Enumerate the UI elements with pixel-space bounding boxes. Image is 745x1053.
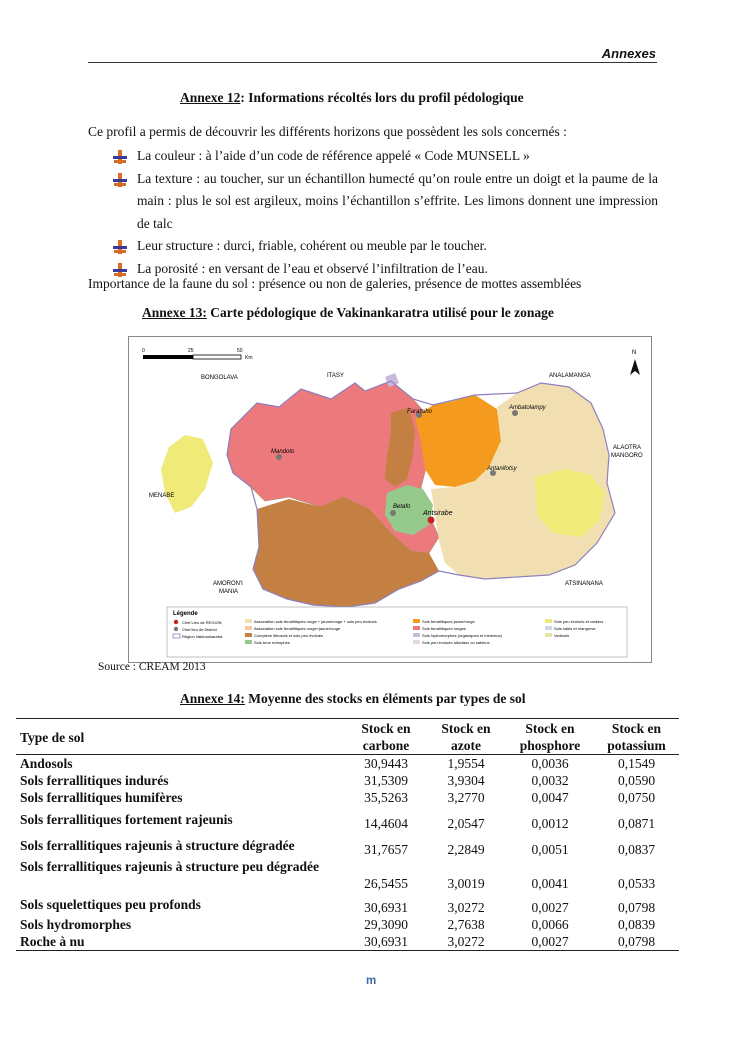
value-cell: 0,0036: [531, 756, 569, 771]
running-header: Annexes: [601, 46, 656, 61]
bullet-item-color: [113, 145, 658, 168]
scale-unit: Km: [245, 355, 253, 361]
town-antanifotsy: Antanifotsy: [487, 466, 517, 472]
value-cell: 0,0533: [617, 876, 656, 891]
legend-item: Sols hydromorphes (organiques et minéraux): [422, 633, 503, 638]
legend-swatch: [413, 633, 420, 637]
bullet-text: La porosité : en versant de l’eau et observé l’infiltration de l’eau.: [137, 260, 488, 276]
fauna-paragraph: Importance de la faune du sol : présence ou non de galeries, présence de mottes assemblées: [88, 276, 582, 291]
legend-item: Sols peu évolués alluviaux ou sableux: [422, 640, 490, 645]
legend-item: Complexe lithosols et sols peu évolués: [254, 633, 323, 638]
legend-item: Chef lieu de District: [182, 627, 217, 632]
annex12-bullet-list: [113, 145, 658, 280]
value-cell: 29,3090: [364, 917, 408, 932]
value-cell: 30,9443: [364, 756, 408, 771]
value-cell: 30,6931: [364, 934, 408, 949]
col-header-phosphorus: [506, 719, 594, 755]
bullet-cross-icon: [113, 240, 127, 254]
col-header-line: Stock en: [525, 721, 575, 736]
soil-type-cell: Sols ferrallitiques fortement rajeunis: [20, 811, 233, 827]
bullet-item-texture: [113, 168, 658, 236]
legend-swatch: [413, 619, 420, 623]
annex13-title: Carte pédologique de Vakinankaratra utilisé pour le zonage: [206, 305, 554, 320]
label-analamanga: ANALAMANGA: [549, 373, 591, 379]
soil-type-cell: Sols ferrallitiques indurés: [20, 773, 169, 788]
scale-tick-25: 25: [188, 348, 194, 354]
soil-type-cell: Andosols: [20, 756, 73, 771]
soil-type-cell: Sols ferrallitiques humifères: [20, 790, 183, 805]
label-amoron: AMORON'I: [213, 581, 243, 587]
label-bongolava: BONGOLAVA: [201, 375, 238, 381]
north-arrow-icon: [630, 350, 640, 375]
table-header-row: [16, 719, 679, 755]
table-row: [16, 858, 679, 892]
col-header-line: potassium: [607, 738, 666, 753]
bullet-cross-icon: [113, 263, 127, 277]
value-cell: 0,0750: [617, 790, 656, 805]
table-row: [16, 789, 679, 806]
legend-title: Légende: [173, 611, 198, 617]
legend-item: Sols ferrallitiques jaune/rouge: [422, 619, 475, 624]
legend-item: Vertisols: [554, 633, 570, 638]
legend-item: Sols salés et mangrove: [554, 626, 596, 631]
value-cell: 30,6931: [364, 900, 408, 915]
legend-swatch: [545, 626, 552, 630]
legend-swatch: [545, 633, 552, 637]
bullet-text: La texture : au toucher, sur un échantillon humecté qu’on roule entre un doigt et la paume de la main : plus le sol est argileux, moins l’échantillon s’effrite. Les limons donnent une impression de talc: [137, 170, 658, 231]
legend-item: Association sols ferrallitiques rouge+jaune/rouge: [254, 626, 341, 631]
zone-yellow-west: [161, 435, 213, 513]
legend-item: Sols ferrallitiques rouges: [422, 626, 466, 631]
value-cell: 31,7657: [364, 842, 408, 857]
table-body: [16, 755, 679, 951]
legend-swatch: [245, 633, 252, 637]
legend-capital-icon: [174, 620, 178, 624]
value-cell: 2,2849: [447, 842, 485, 857]
table-row: [16, 806, 679, 832]
value-cell: 0,0051: [531, 842, 569, 857]
annex12-intro: Ce profil a permis de découvrir les différents horizons que possèdent les sols concernés :: [88, 124, 567, 139]
legend-swatch: [245, 640, 252, 644]
col-header-potassium: [594, 719, 679, 755]
town-mandoto: Mandoto: [271, 449, 295, 455]
value-cell: 0,0041: [531, 876, 569, 891]
value-cell: 0,0839: [617, 917, 656, 932]
district-dot-icon: [390, 510, 396, 516]
legend-item: Sols peu évolués et rankers: [554, 619, 604, 624]
town-antsirabe: Antsirabe: [423, 510, 453, 517]
annex13-label: Annexe 13:: [142, 305, 207, 320]
town-faratsiho: Faratsiho: [407, 409, 433, 415]
value-cell: 2,0547: [447, 816, 485, 831]
col-header-line: phosphore: [519, 738, 581, 753]
annex14-heading: [180, 691, 526, 707]
value-cell: 0,0047: [531, 790, 569, 805]
legend-item: Sols brun eutrophes: [254, 640, 290, 645]
col-header-line: azote: [451, 738, 481, 753]
table-row: [16, 832, 679, 858]
value-cell: 14,4604: [364, 816, 408, 831]
value-cell: 35,5263: [364, 790, 408, 805]
town-betafo: Betafo: [393, 504, 411, 510]
annex12-title: : Informations récoltés lors du profil pédologique: [240, 90, 524, 105]
bullet-item-structure: [113, 235, 658, 258]
table-row: [16, 916, 679, 933]
value-cell: 0,0066: [531, 917, 569, 932]
legend-swatch: [413, 626, 420, 630]
map-legend: [167, 607, 627, 657]
value-cell: 0,0032: [531, 773, 569, 788]
value-cell: 26,5455: [364, 876, 408, 891]
value-cell: 0,0027: [531, 934, 569, 949]
table-row: [16, 892, 679, 916]
label-menabe: MENABE: [149, 493, 175, 499]
legend-item: Chef Lieu de REGION: [182, 620, 222, 625]
col-header-line: Stock en: [611, 721, 662, 736]
soil-map-graphic: [129, 337, 651, 662]
bullet-text: Leur structure : durci, friable, cohérent ou meuble par le toucher.: [137, 238, 487, 253]
table-row: [16, 772, 679, 789]
map-source: Source : CREAM 2013: [98, 661, 206, 673]
label-atsinanana: ATSINANANA: [565, 581, 603, 587]
annex12-label: Annexe 12: [180, 90, 241, 105]
bullet-cross-icon: [113, 173, 127, 187]
north-label: N: [632, 350, 637, 356]
soil-type-cell: Sols ferrallitiques rajeunis à structure dégradée: [20, 837, 295, 853]
page-number: m: [366, 975, 377, 987]
value-cell: 3,9304: [447, 773, 485, 788]
label-mania: MANIA: [219, 589, 239, 595]
annex13-heading: [142, 305, 554, 321]
value-cell: 3,2770: [447, 790, 485, 805]
legend-item: Association sols ferrallitiques rouge + jaune/rouge + sols peu évolués: [254, 619, 377, 624]
legend-swatch: [413, 640, 420, 644]
soil-type-cell: Sols squelettiques peu profonds: [20, 896, 201, 912]
value-cell: 0,0798: [617, 934, 656, 949]
town-ambatolampy: Ambatolampy: [509, 405, 546, 411]
region-capital-icon: [428, 517, 435, 524]
legend-swatch: [245, 619, 252, 623]
col-header-carbon: [346, 719, 426, 755]
col-header-line: carbone: [362, 738, 410, 753]
header-rule: [88, 62, 657, 63]
value-cell: 0,0027: [531, 900, 569, 915]
soil-type-cell: Sols ferrallitiques rajeunis à structure peu dégradée: [20, 859, 319, 874]
value-cell: 0,0871: [617, 816, 656, 831]
value-cell: 0,0012: [531, 816, 569, 831]
legend-item: Région Vakinankaratra: [182, 634, 223, 639]
col-header-line: Stock en: [441, 721, 491, 736]
value-cell: 0,1549: [617, 756, 656, 771]
col-header-soil-type: Type de sol: [20, 729, 85, 745]
value-cell: 3,0019: [447, 876, 485, 891]
annex12-heading: [180, 90, 524, 106]
label-mangoro: MANGORO: [611, 453, 643, 459]
legend-swatch: [545, 619, 552, 623]
soil-map: [128, 336, 652, 663]
col-header-line: Stock en: [361, 721, 411, 736]
value-cell: 0,0798: [617, 900, 656, 915]
value-cell: 31,5309: [364, 773, 408, 788]
scale-tick-0: 0: [142, 348, 145, 354]
bullet-text: La couleur : à l’aide d’un code de référence appelé « Code MUNSELL »: [137, 148, 530, 163]
scale-tick-50: 50: [237, 348, 243, 354]
value-cell: 0,0590: [617, 773, 656, 788]
value-cell: 3,0272: [447, 900, 485, 915]
value-cell: 3,0272: [447, 934, 485, 949]
legend-swatch: [245, 626, 252, 630]
annex14-label: Annexe 14:: [180, 691, 245, 706]
value-cell: 2,7638: [447, 917, 485, 932]
bullet-cross-icon: [113, 150, 127, 164]
soil-type-cell: Sols hydromorphes: [20, 917, 132, 932]
soil-stock-table: [16, 718, 679, 951]
scale-bar: [142, 348, 253, 361]
label-itasy: ITASY: [327, 373, 344, 379]
soil-type-cell: Roche à nu: [20, 934, 85, 949]
table-row: [16, 933, 679, 951]
col-header-nitrogen: [426, 719, 506, 755]
annex14-title: Moyenne des stocks en éléments par types de sol: [244, 691, 526, 706]
legend-district-icon: [174, 627, 178, 631]
value-cell: 1,9554: [447, 756, 485, 771]
label-alaotra: ALAOTRA: [613, 445, 642, 451]
value-cell: 0,0837: [617, 842, 656, 857]
table-row: [16, 755, 679, 773]
